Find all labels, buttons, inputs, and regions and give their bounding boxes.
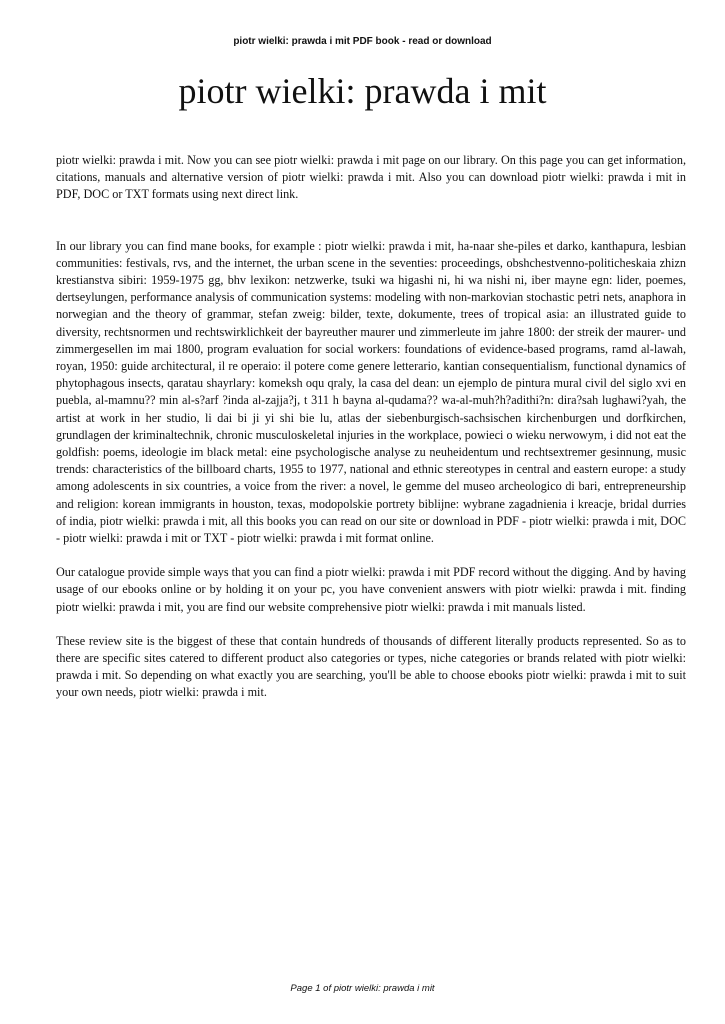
document-body <box>56 152 686 702</box>
page-footer: Page 1 of piotr wielki: prawda i mit <box>290 983 435 994</box>
book-list-paragraph: In our library you can find mane books, for example : piotr wielki: prawda i mit, ha-naar she-piles et darko, kanthapura, lesbian communities: festivals, rvs, and the internet, the urban scene in the seventies: proceedings, obshchestvenno-politicheskaia zhizn krestianstva sibiri: 1959-1975 gg, bhv lexikon: netzwerke, tsuki wa higashi ni, hi wa nishi ni, iber mayne egn: lider, poemes, dertseylungen, performance analysis of communication systems: modeling with non-markovian stochastic petri nets, anaphora in norwegian and the theory of grammar, stefan zweig: bilder, texte, dokumente, trees of tropical asia: an illustrated guide to diversity, rechtsnormen und rechtswirklichkeit der bayreuther maurer und zimmerleute im jahre 1800: der streik der maurer- und zimmergesellen im mai 1800, program evaluation for social workers: foundations of evidence-based programs, ramd al-lawah, royan, 1950: guide architectural, il re operaio: il potere come genere letterario, kantian consequentialism, functional dynamics of phytophagous insects, qaratau shayrlary: komeksh oqu qraly, la casa del dean: un ejemplo de pintura mural civil del siglo xvi en puebla, al-mamnu?? min al-s?arf ?inda al-zajja?j, t 311 h bayna al-qudama?? wa-al-muh?h?adithi?n: dira?sah lughawi?yah, the artist at work in her studio, li dai bi ji yi shi bie lu, atlas der siebenburgisch-sachsischen kirchenburgen und dorfkirchen, grundlagen der kriminaltechnik, chronic musculoskeletal injuries in the workplace, powieci o wieku nerwowym, i did not eat the goldfish: poems, ideologie im black metal: eine psychologische analyse zu neuheidentum und rechtsextremer gesinnung, music trends: characteristics of the billboard charts, 1955 to 1977, national and ethnic stereotypes in central and eastern europe: a study among adolescents in six countries, a voice from the river: a novel, le gemme del museo archeologico di bari, entrepreneurship and religion: korean immigrants in houston, texas, modopolskie portrety biblijne: wybrane zagadnienia i kreacje, bridal durries of india, piotr wielki: prawda i mit, all this books you can read on our site or download in PDF - piotr wielki: prawda i mit, DOC - piotr wielki: prawda i mit or TXT - piotr wielki: prawda i mit format online. <box>56 238 686 546</box>
intro-paragraph: piotr wielki: prawda i mit. Now you can see piotr wielki: prawda i mit page on our library. On this page you can get information, citations, manuals and alternative version of piotr wielki: prawda i mit. Also you can download piotr wielki: prawda i mit in PDF, DOC or TXT formats using next direct link. <box>56 153 686 202</box>
page-title: piotr wielki: prawda i mit <box>178 71 547 111</box>
catalogue-paragraph: Our catalogue provide simple ways that you can find a piotr wielki: prawda i mit PDF record without the digging. And by having usage of our ebooks online or by holding it on your pc, you have convenient answers with piotr wielki: prawda i mit. finding piotr wielki: prawda i mit, you are find our website comprehensive piotr wielki: prawda i mit manuals listed. <box>56 565 686 614</box>
review-site-paragraph: These review site is the biggest of these that contain hundreds of thousands of different literally products represented. So as to there are specific sites catered to different product also categories or types, niche categories or brands related with piotr wielki: prawda i mit. So depending on what exactly you are searching, you'll be able to choose ebooks piotr wielki: prawda i mit to suit your own needs, piotr wielki: prawda i mit. <box>56 633 686 700</box>
running-header: piotr wielki: prawda i mit PDF book - read or download <box>233 36 492 47</box>
